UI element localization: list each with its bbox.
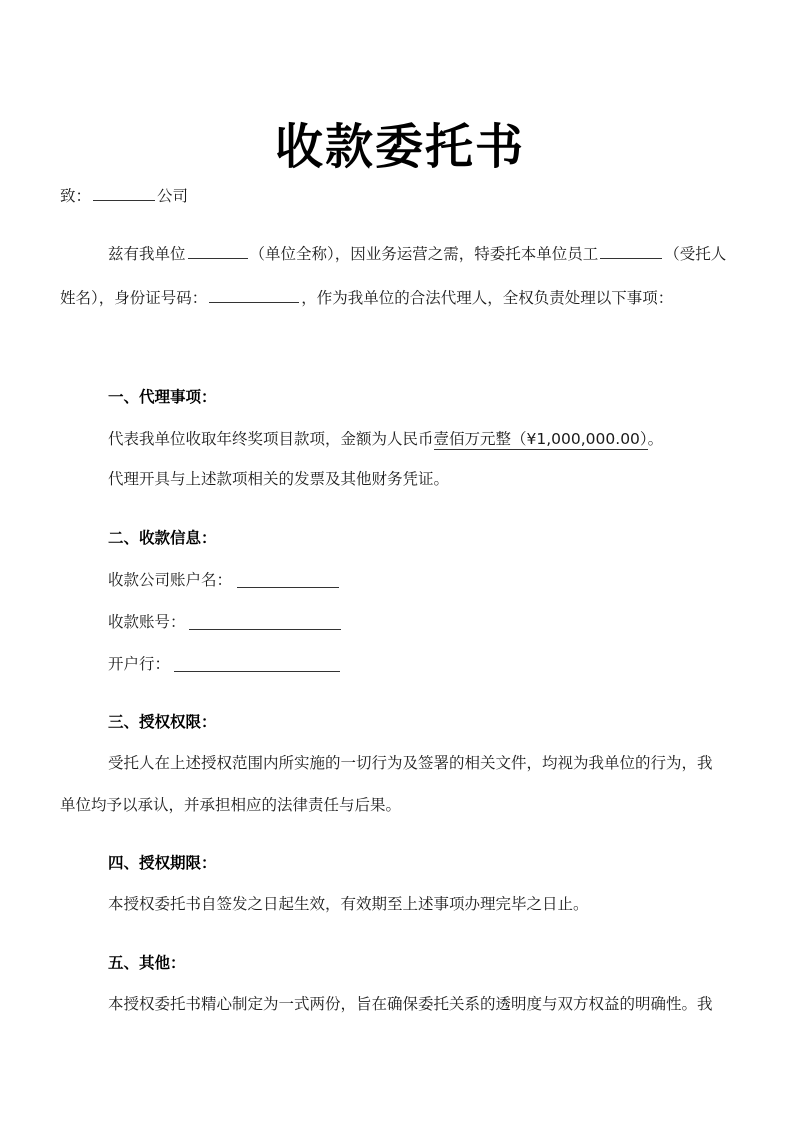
trustee-name-blank	[600, 243, 662, 259]
addressee-line	[60, 185, 188, 207]
account-number-label: 收款账号：	[108, 613, 186, 631]
intro-text-a: 兹有我单位	[108, 245, 186, 263]
intro-text-b: （单位全称），因业务运营之需，特委托本单位员工	[249, 245, 599, 263]
section-3-heading: 三、授权权限：	[108, 713, 217, 731]
section-1-text: 代表我单位收取年终奖项目款项，金额为人民币	[108, 430, 434, 448]
addressee-blank	[93, 185, 155, 201]
unit-name-blank	[188, 243, 248, 259]
section-1-paragraph-2: 代理开具与上述款项相关的发票及其他财务凭证。	[108, 470, 450, 488]
id-number-blank	[209, 287, 299, 303]
intro-text-e: ，作为我单位的合法代理人，全权负责处理以下事项：	[301, 289, 674, 307]
section-3-line-2: 单位均予以承认，并承担相应的法律责任与后果。	[60, 796, 402, 814]
bank-blank	[174, 671, 340, 672]
account-name-blank	[237, 587, 339, 588]
account-name-label: 收款公司账户名：	[108, 571, 233, 589]
section-4-heading: 四、授权期限：	[108, 854, 217, 872]
addressee-suffix: 公司	[157, 187, 189, 205]
section-5-heading: 五、其他：	[108, 954, 186, 972]
account-number-blank	[189, 629, 341, 630]
section-4-line-1: 本授权委托书自签发之日起生效，有效期至上述事项办理完毕之日止。	[108, 895, 589, 913]
intro-line-2	[60, 287, 673, 309]
document-title: 收款委托书	[274, 119, 525, 175]
section-3-line-1: 受托人在上述授权范围内所实施的一切行为及签署的相关文件，均视为我单位的行为，我	[108, 754, 713, 772]
addressee-prefix: 致：	[60, 187, 92, 205]
section-1-period: 。	[647, 430, 664, 448]
section-2-heading: 二、收款信息：	[108, 529, 217, 547]
section-1-paragraph-1	[108, 428, 663, 450]
section-1-heading: 一、代理事项：	[108, 388, 217, 406]
bank-label: 开户行：	[108, 655, 171, 673]
payment-amount: 壹佰万元整（¥1,000,000.00）	[433, 430, 648, 448]
section-5-line-1: 本授权委托书精心制定为一式两份，旨在确保委托关系的透明度与双方权益的明确性。我	[108, 995, 713, 1013]
intro-text-c: （受托人	[664, 245, 727, 263]
intro-line-1	[108, 243, 726, 265]
intro-text-d: 姓名），身份证号码：	[60, 289, 208, 307]
